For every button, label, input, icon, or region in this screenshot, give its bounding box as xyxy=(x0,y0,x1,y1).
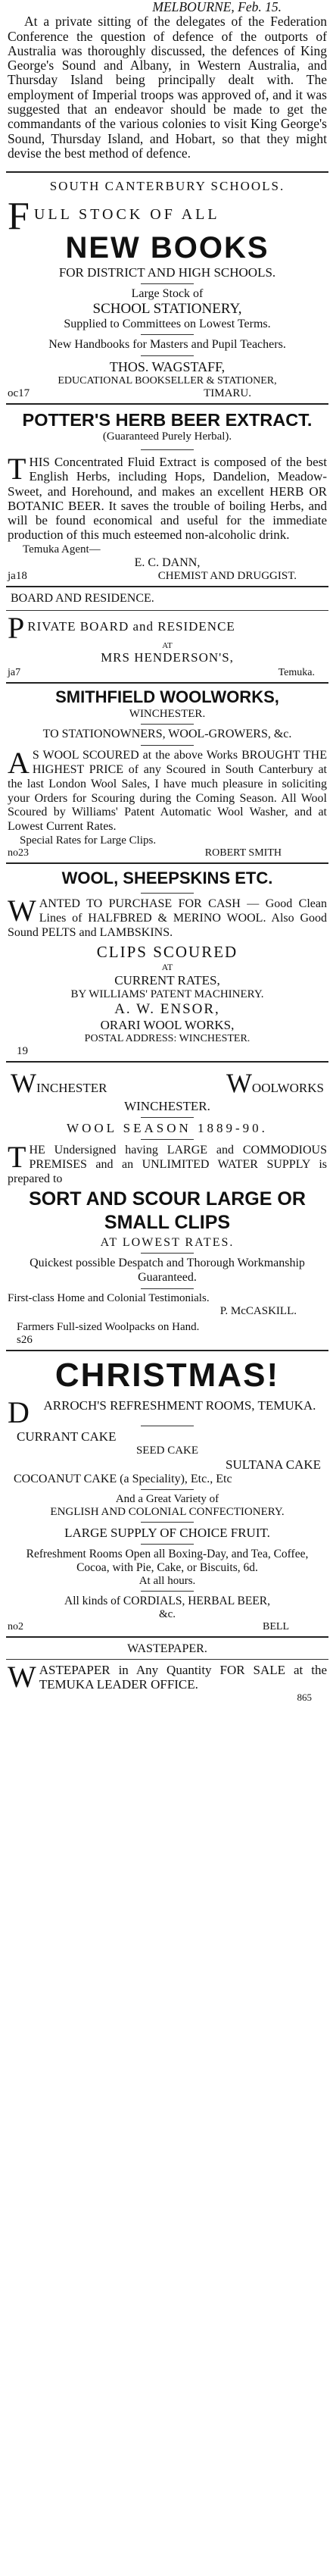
christmas-hours: At all hours. xyxy=(138,1575,196,1588)
mccaskill-big: SORT AND SCOUR LARGE OR SMALL CLIPS xyxy=(29,1188,306,1234)
news-dateline: MELBOURNE, Feb. 15. xyxy=(152,0,282,14)
school-line1: ULL STOCK OF ALL xyxy=(33,206,220,224)
mccaskill-advert xyxy=(8,1063,327,1350)
thin-rule xyxy=(6,1659,328,1660)
school-advert xyxy=(8,173,327,403)
ensor-body: ANTED TO PURCHASE FOR CASH — Good Clean Lines of HALFBRED & MERINO WOOL. Also Good Sound PELTS and LAMBSKINS. xyxy=(8,897,327,940)
mccaskill-title-row xyxy=(8,1067,327,1099)
ensor-rates: CURRENT RATES, xyxy=(114,973,220,988)
mccaskill-body: HE Undersigned having LARGE and COMMODIOUS PREMISES and an UNLIMITED WATER SUPPLY is prepared to xyxy=(8,1144,327,1186)
school-opening xyxy=(8,195,327,239)
potter-agent-label: Temuka Agent— xyxy=(23,543,101,556)
smithfield-special: Special Rates for Large Clips. xyxy=(20,834,157,847)
smithfield-name: ROBERT SMITH xyxy=(204,847,282,859)
school-headline: NEW BOOKS xyxy=(65,231,269,265)
ensor-name: A. W. ENSOR, xyxy=(114,1001,220,1018)
school-stock3: Supplied to Committees on Lowest Terms. xyxy=(64,318,271,331)
waste-body: ASTEPAPER in Any Quantity FOR SALE at the TEMUKA LEADER OFFICE. xyxy=(39,1663,327,1692)
school-stock1: Large Stock of xyxy=(131,287,204,301)
potter-drop-cap: T xyxy=(8,452,26,487)
decorative-rule xyxy=(141,1253,194,1254)
board-code: ja7 xyxy=(8,667,21,679)
mccaskill-name: P. McCASKILL. xyxy=(219,1304,297,1317)
smithfield-body-block xyxy=(8,746,327,834)
mccaskill-word2-text: OOLWORKS xyxy=(251,1081,324,1096)
mccaskill-farmers: Farmers Full-sized Woolpacks on Hand. xyxy=(17,1320,200,1333)
christmas-variety2: ENGLISH AND COLONIAL CONFECTIONERY. xyxy=(50,1505,285,1518)
christmas-rooms-block xyxy=(8,1394,327,1429)
school-stock2: SCHOOL STATIONERY, xyxy=(92,301,242,318)
christmas-name: BELL xyxy=(263,1621,289,1633)
potter-signoff xyxy=(8,570,327,586)
decorative-rule xyxy=(141,1288,194,1289)
ensor-postal: POSTAL ADDRESS: WINCHESTER. xyxy=(84,1033,251,1045)
board-advert xyxy=(8,587,327,682)
school-role: EDUCATIONAL BOOKSELLER & STATIONER, xyxy=(58,375,277,387)
christmas-heading: CHRISTMAS! xyxy=(54,1356,280,1394)
ensor-clips: CLIPS SCOURED xyxy=(96,943,238,962)
ensor-code: 19 xyxy=(17,1045,28,1058)
potter-advert xyxy=(8,405,327,586)
mccaskill-word2 xyxy=(226,1067,324,1099)
smithfield-signoff xyxy=(8,847,327,862)
potter-sub: (Guaranteed Purely Herbal). xyxy=(102,430,232,443)
decorative-rule xyxy=(141,334,194,335)
waste-code: 865 xyxy=(297,1692,312,1704)
decorative-rule xyxy=(141,283,194,284)
decorative-rule xyxy=(141,1544,194,1545)
waste-advert xyxy=(8,1638,327,1704)
waste-drop-cap: W xyxy=(8,1660,36,1695)
decorative-rule xyxy=(141,893,194,894)
mccaskill-season: WOOL SEASON 1889-90. xyxy=(67,1121,268,1136)
school-signoff xyxy=(8,387,327,403)
mccaskill-town: WINCHESTER. xyxy=(124,1099,210,1114)
decorative-rule xyxy=(141,355,194,356)
school-heading: SOUTH CANTERBURY SCHOOLS. xyxy=(49,179,285,194)
decorative-rule xyxy=(141,1522,194,1523)
news-body: At a private sitting of the delegates of the Federation Conference the question of defence of the outports of Australia was thoroughly discussed, the defences of King George's Sound and Albany, in Western Australia, and Thursday Island being principally dealt with. The employment of Imperial troops was approved of, and it was suggested that an endeavor should be made to get the commandants of the various colonies to visit King George's Sound, Thursday Island, and Hobart, so that they might devise the best method of defence. xyxy=(8,14,327,161)
christmas-code: no2 xyxy=(8,1621,23,1633)
christmas-advert xyxy=(8,1351,327,1637)
mccaskill-drop-cap: T xyxy=(8,1140,26,1175)
christmas-cocoanut: COCOANUT CAKE (a Speciality), Etc., Etc xyxy=(14,1472,232,1485)
smithfield-drop-cap: A xyxy=(8,746,30,781)
decorative-rule xyxy=(141,1117,194,1118)
ensor-advert xyxy=(8,864,327,1061)
school-handbooks: New Handbooks for Masters and Pupil Teachers. xyxy=(48,338,286,352)
ensor-by: BY WILLIAMS' PATENT MACHINERY. xyxy=(70,988,264,1001)
mccaskill-code: s26 xyxy=(17,1333,33,1346)
christmas-currant: CURRANT CAKE xyxy=(17,1429,117,1444)
board-host: MRS HENDERSON'S, xyxy=(101,650,234,665)
christmas-signoff xyxy=(8,1621,327,1636)
waste-heading: WASTEPAPER. xyxy=(127,1642,207,1656)
christmas-sultana: SULTANA CAKE xyxy=(226,1457,321,1472)
news-item xyxy=(8,0,327,161)
thin-rule xyxy=(6,610,328,611)
board-line1: RIVATE BOARD and RESIDENCE xyxy=(27,619,235,634)
mccaskill-body-block xyxy=(8,1140,327,1186)
board-drop-cap: P xyxy=(8,611,25,646)
school-sub: FOR DISTRICT AND HIGH SCHOOLS. xyxy=(58,265,276,280)
decorative-rule xyxy=(141,449,194,450)
christmas-seed: SEED CAKE xyxy=(135,1444,199,1457)
decorative-rule xyxy=(141,1489,194,1490)
mccaskill-word1 xyxy=(11,1067,107,1099)
mccaskill-word1-text: INCHESTER xyxy=(36,1081,107,1096)
decorative-rule xyxy=(141,745,194,746)
mccaskill-testimonials: First-class Home and Colonial Testimonials. xyxy=(8,1291,210,1304)
ensor-works: ORARI WOOL WORKS, xyxy=(100,1018,235,1033)
decorative-rule xyxy=(141,1139,194,1140)
ensor-body-block xyxy=(8,894,327,940)
potter-code: ja18 xyxy=(8,570,27,583)
school-code: oc17 xyxy=(8,387,30,400)
christmas-refresh: Refreshment Rooms Open all Boxing-Day, and Tea, Coffee, Cocoa, with Pie, Cake, or Biscuits, 6d. xyxy=(26,1547,309,1575)
school-town: TIMARU. xyxy=(204,387,251,400)
potter-agent: E. C. DANN, xyxy=(134,556,201,570)
smithfield-to: TO STATIONOWNERS, WOOL-GROWERS, &c. xyxy=(42,728,292,741)
smithfield-heading: SMITHFIELD WOOLWORKS, xyxy=(55,687,279,707)
smithfield-advert xyxy=(8,684,327,862)
ensor-heading: WOOL, SHEEPSKINS ETC. xyxy=(61,869,273,888)
board-town: Temuka. xyxy=(278,667,315,679)
ensor-at: AT xyxy=(161,962,173,973)
christmas-fruit: LARGE SUPPLY OF CHOICE FRUIT. xyxy=(64,1525,270,1540)
waste-body-block xyxy=(8,1660,327,1695)
board-signoff xyxy=(8,665,327,682)
board-at: AT xyxy=(162,641,173,651)
christmas-etc: &c. xyxy=(158,1608,176,1621)
christmas-rooms: ARROCH'S REFRESHMENT ROOMS, TEMUKA. xyxy=(43,1398,316,1413)
decorative-rule xyxy=(141,1591,194,1592)
potter-body: HIS Concentrated Fluid Extract is composed of the best English Herbs, including Hops, Dandelion, Meadow-Sweet, and Horehound, and makes an excellent HERB OR BOTANIC BEER. It saves the trouble of boiling Herbs, and will be found economical and useful for the immediate production of this much esteemed non-alcoholic drink. xyxy=(8,455,327,543)
board-opening xyxy=(8,611,327,646)
potter-title: CHEMIST AND DRUGGIST. xyxy=(157,570,297,583)
board-heading: BOARD AND RESIDENCE. xyxy=(11,592,154,606)
christmas-variety1: And a Great Variety of xyxy=(115,1492,219,1505)
mccaskill-lowest: AT LOWEST RATES. xyxy=(100,1236,235,1250)
decorative-rule xyxy=(141,724,194,725)
mccaskill-quick: Quickest possible Despatch and Thorough Workmanship Guaranteed. xyxy=(30,1257,305,1284)
smithfield-town: WINCHESTER. xyxy=(129,708,206,721)
christmas-cordials: All kinds of CORDIALS, HERBAL BEER, xyxy=(64,1595,270,1608)
potter-body-block xyxy=(8,452,327,543)
ensor-drop-cap: W xyxy=(8,894,36,928)
smithfield-body: S WOOL SCOURED at the above Works BROUGHT THE HIGHEST PRICE of any Scoured in South Canterbury at the last London Wool Sales, I have much pleasure in soliciting your Orders for Scouring during the Coming Season. All Wool Scoured by Williams' Patent Automatic Wool Washer, and at Lowest Current Rates. xyxy=(8,749,327,834)
mccaskill-drop2: W xyxy=(226,1068,252,1099)
school-drop-cap: F xyxy=(8,195,30,239)
christmas-drop-cap: D xyxy=(8,1394,30,1429)
mccaskill-drop1: W xyxy=(11,1068,36,1099)
smithfield-code: no23 xyxy=(8,847,29,859)
potter-heading: POTTER'S HERB BEER EXTRACT. xyxy=(22,410,313,430)
school-name: THOS. WAGSTAFF, xyxy=(109,359,226,375)
